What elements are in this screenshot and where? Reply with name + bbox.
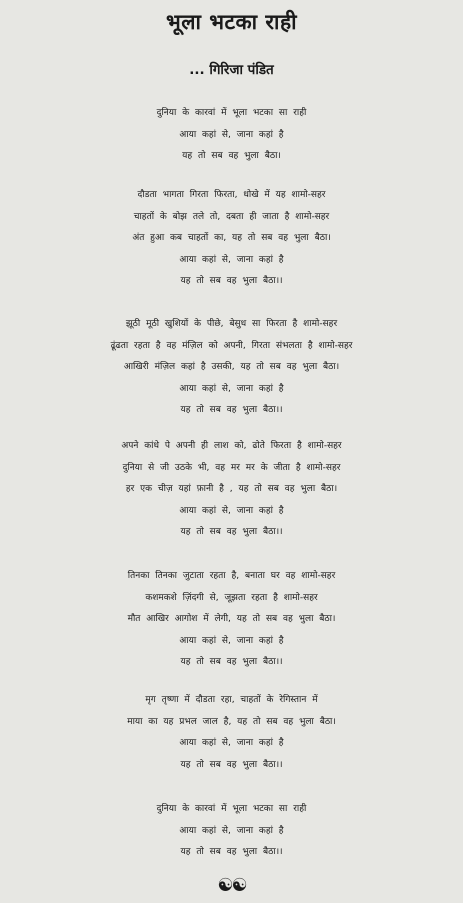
- poem-line: आखिरी मंज़िल कहां है उसकी, यह तो सब वह भुला बैठा।: [123, 362, 340, 372]
- poem-line: दौडता भागता गिरता फिरता, धोखे में यह शामो-सहर: [137, 190, 326, 200]
- poem-line: यह तो सब वह भुला बैठा।।: [180, 759, 283, 770]
- poem-line: कशमकशे ज़िंदगी से, जूझता रहता है शामो-सहर: [145, 592, 318, 603]
- poem-line: यह तो सब वह भुला बैठा।।: [180, 847, 283, 857]
- poem-line: मौत आखिर आगोश में लेगी, यह तो सब वह भुला बैठा।: [127, 614, 336, 624]
- poem-line: आया कहां से, जाना कहां है: [179, 129, 284, 140]
- poem-author: ... गिरिजा पंडित: [189, 62, 274, 78]
- poem-line: मृग तृष्णा में दौडता रहा, चाहतों के रेगिस्तान में: [145, 695, 318, 705]
- poem-line: झूठी मूठी खुशियों के पीछे, बेसुध सा फिरता है शामो-सहर: [125, 319, 338, 329]
- poem-line: तिनका तिनका जुटाता रहता है, बनाता घर वह शामो-सहर: [127, 571, 336, 581]
- poem-line: माया का यह प्रभल जाल है, यह तो सब वह भुला बैठा।: [127, 716, 336, 727]
- poem-line: अपने कांधे पे अपनी ही लाश को, ढोते फिरता है शामो-सहर: [121, 441, 342, 451]
- poem-line: दुनिया के कारवां में भूला भटका सा राही: [156, 108, 307, 118]
- poem-line: यह तो सब वह भुला बैठा।: [182, 151, 281, 161]
- stanza-1: [0, 103, 463, 168]
- poem-line: आया कहां से, जाना कहां है: [179, 505, 284, 516]
- poem-line: आया कहां से, जाना कहां है: [179, 383, 284, 394]
- yin-yang-ornament-icon: ☯☯: [217, 875, 246, 896]
- stanza-3: [0, 314, 463, 422]
- poem-line: चाहतों के बोझ तले तो, दबता ही जाता है शामो-सहर: [133, 211, 330, 222]
- poem-line: ढूंढता रहता है वह मंज़िल को अपनी, गिरता संभलता है शामो-सहर: [110, 340, 353, 351]
- poem-line: यह तो सब वह भुला बैठा।।: [180, 657, 283, 667]
- stanza-4: [0, 436, 463, 544]
- stanza-6: [0, 690, 463, 776]
- poem-line: आया कहां से, जाना कहां है: [179, 738, 284, 748]
- poem-line: आया कहां से, जाना कहां है: [179, 825, 284, 836]
- stanza-5: [0, 566, 463, 674]
- poem-line: आया कहां से, जाना कहां है: [179, 635, 284, 646]
- poem-title: भूला भटका राही: [165, 10, 298, 34]
- poem-line: दुनिया से जी उठके भी, वह मर मर के जीता है शामो-सहर: [122, 462, 341, 473]
- poem-line: आया कहां से, जाना कहां है: [179, 254, 284, 265]
- poem-line: अंत हुआ कब चाहतों का, यह तो सब वह भुला बैठा।: [132, 233, 331, 243]
- poem-line: हर एक चीज़ यहां फ़ानी है , यह तो सब वह भुला बैठा।: [125, 484, 338, 494]
- poem-line: दुनिया के कारवां में भूला भटका सा राही: [156, 804, 307, 814]
- poem-line: यह तो सब वह भुला बैठा।।: [180, 405, 283, 415]
- poem-line: यह तो सब वह भुला बैठा।।: [180, 527, 283, 537]
- stanza-2: [0, 185, 463, 293]
- poem-line: यह तो सब वह भुला बैठा।।: [180, 276, 283, 286]
- stanza-7: [0, 799, 463, 864]
